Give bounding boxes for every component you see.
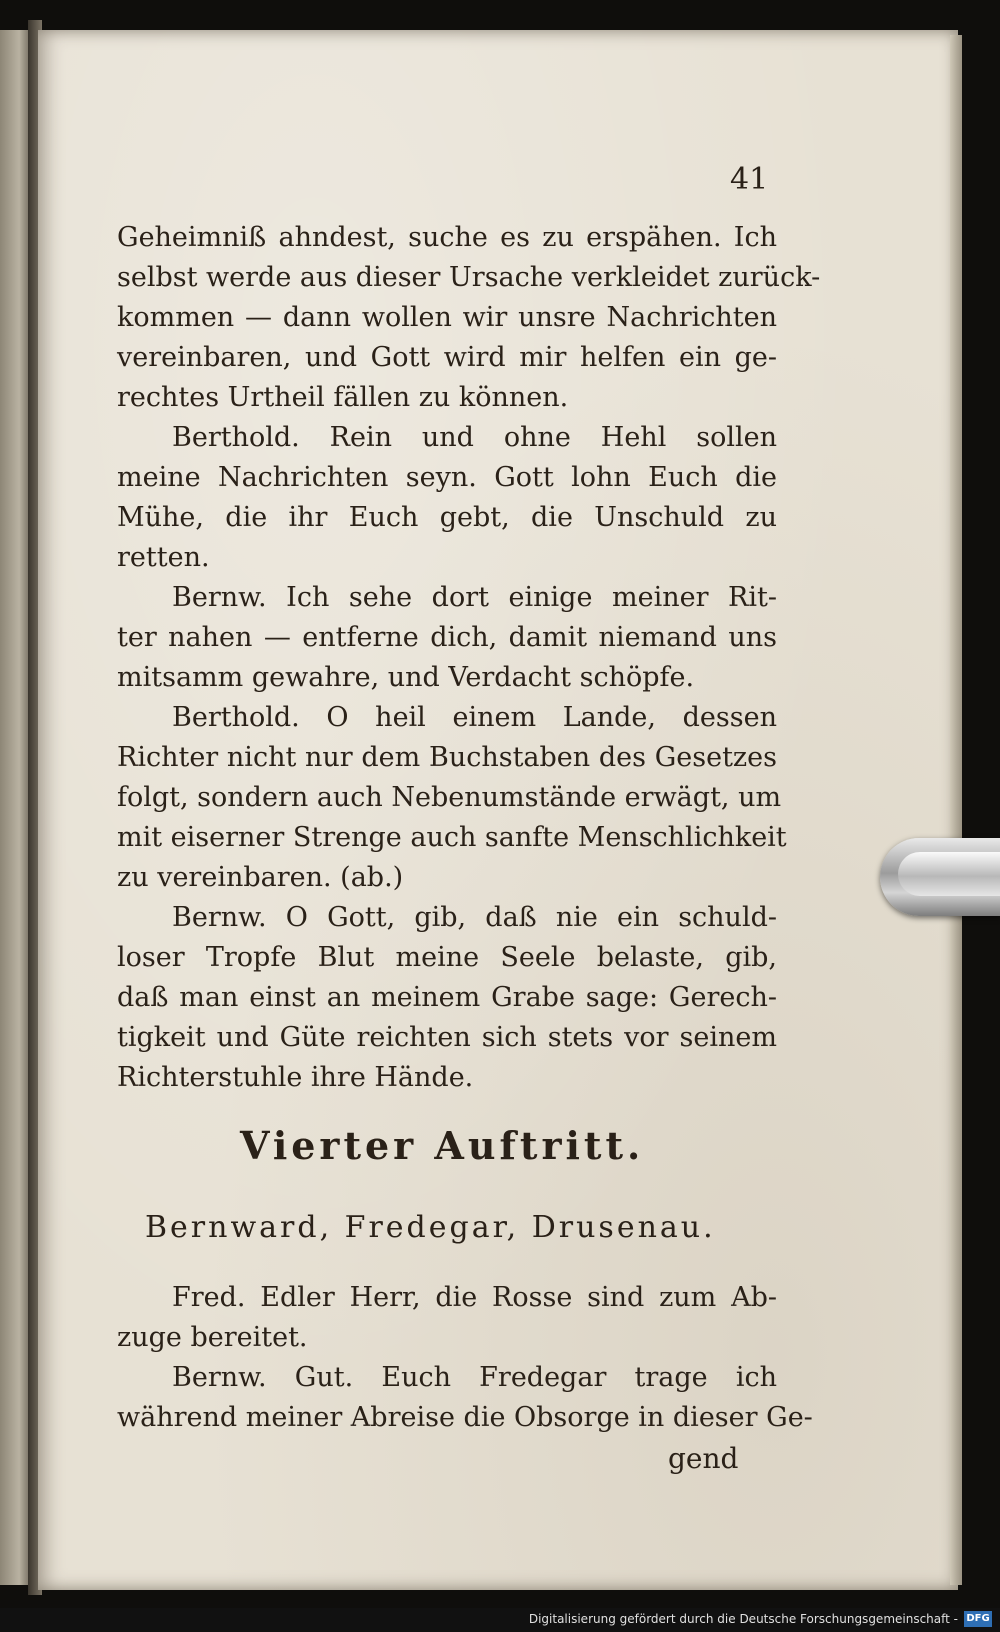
scene-heading: Vierter Auftritt. (240, 1123, 645, 1168)
body-line: kommen — dann wollen wir unsre Nachrichten (117, 302, 777, 333)
cast-list: Bernward, Fredegar, Drusenau. (145, 1210, 716, 1245)
catchword: gend (668, 1442, 739, 1475)
body-line: selbst werde aus dieser Ursache verkleidet zurück- (117, 262, 821, 293)
dfg-logo-icon: DFG (964, 1611, 992, 1627)
page-clip (880, 838, 1000, 916)
body-line: Richterstuhle ihre Hände. (117, 1062, 474, 1093)
speaker-line: Berthold. Rein und ohne Hehl sollen (172, 422, 777, 453)
body-line: daß man einst an meinem Grabe sage: Gerech- (117, 982, 777, 1013)
footer-credit: Digitalisierung gefördert durch die Deutsche Forschungsgemeinschaft - (528, 1612, 958, 1626)
page-number: 41 (730, 162, 769, 197)
body-line: zuge bereitet. (117, 1322, 308, 1353)
body-line: Richter nicht nur dem Buchstaben des Gesetzes (117, 742, 777, 773)
speaker-line: Bernw. Ich sehe dort einige meiner Rit- (172, 582, 777, 613)
speaker-line: Bernw. Gut. Euch Fredegar trage ich (172, 1362, 777, 1393)
footer-bar (0, 1608, 1000, 1632)
body-line: Mühe, die ihr Euch gebt, die Unschuld zu (117, 502, 777, 533)
body-line: loser Tropfe Blut meine Seele belaste, gib, (117, 942, 777, 973)
page-stack-edge (950, 35, 962, 1585)
body-line: vereinbaren, und Gott wird mir helfen ein ge- (117, 342, 777, 373)
body-line: tigkeit und Güte reichten sich stets vor seinem (117, 1022, 777, 1053)
body-line: rechtes Urtheil fällen zu können. (117, 382, 569, 413)
body-line: meine Nachrichten seyn. Gott lohn Euch die (117, 462, 777, 493)
body-line: folgt, sondern auch Nebenumstände erwägt, um (117, 782, 782, 813)
body-line: mit eiserner Strenge auch sanfte Menschlichkeit (117, 822, 787, 853)
speaker-line: Bernw. O Gott, gib, daß nie ein schuld- (172, 902, 777, 933)
body-line: retten. (117, 542, 210, 573)
body-line: Geheimniß ahndest, suche es zu erspähen. Ich (117, 222, 777, 253)
page-clip-highlight (898, 852, 1000, 896)
body-line: zu vereinbaren. (ab.) (117, 862, 404, 893)
speaker-line: Berthold. O heil einem Lande, dessen (172, 702, 777, 733)
speaker-line: Fred. Edler Herr, die Rosse sind zum Ab- (172, 1282, 777, 1313)
body-line: ter nahen — entferne dich, damit niemand uns (117, 622, 777, 653)
body-line: während meiner Abreise die Obsorge in dieser Ge- (117, 1402, 813, 1433)
body-line: mitsamm gewahre, und Verdacht schöpfe. (117, 662, 695, 693)
